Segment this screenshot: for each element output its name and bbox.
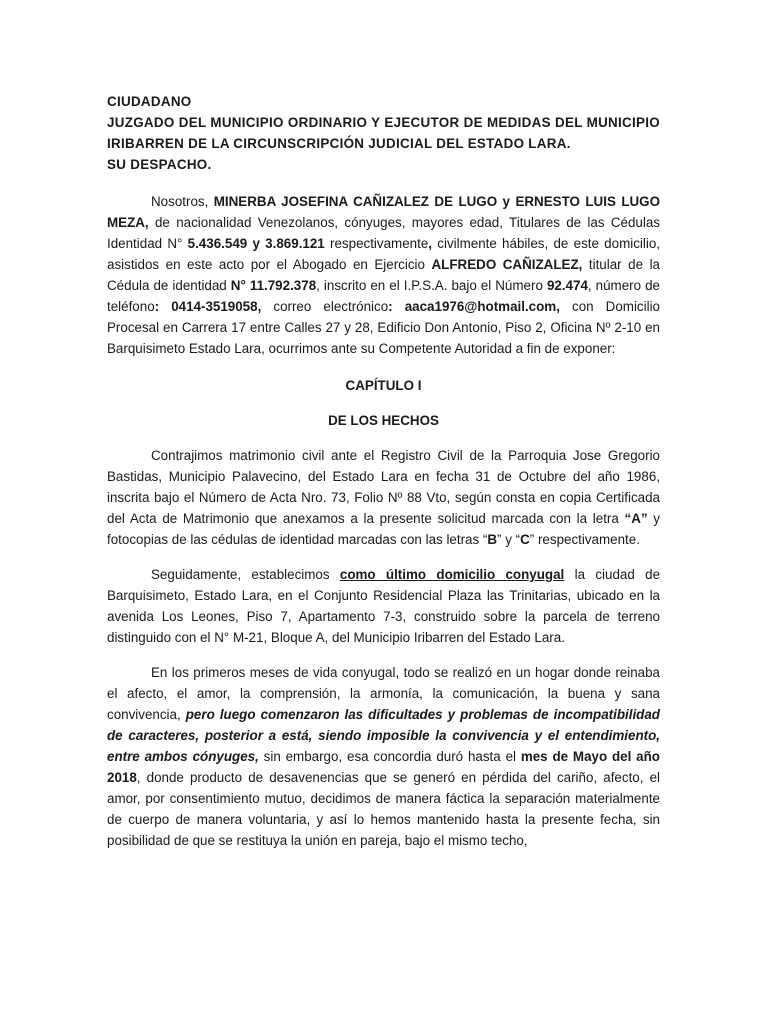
chapter-heading: CAPÍTULO I xyxy=(345,378,422,393)
text: la ciudad de Barquisimeto, Estado Lara, en el Conjunto Residencial Plaza las Trinitarias, ubicado en la avenida Los Leones, Piso 7, Apartamento 7-3, construido sobre la parcela de terreno distinguido con el N° M-21, Bloque A, del Municipio Iribarren del Estado Lara. xyxy=(107,567,661,645)
text: Nosotros, xyxy=(151,194,214,209)
text: sin embargo, esa concordia duró hasta el xyxy=(258,749,521,764)
annex-a: “A” xyxy=(624,511,648,526)
document-body xyxy=(107,91,660,851)
text: titular de la Cédula de identidad xyxy=(107,257,661,293)
text: civilmente hábiles, de este domicilio, asistidos en este acto por el Abogado en Ejercicio xyxy=(107,236,660,272)
domicile-phrase: como último domicilio conyugal xyxy=(339,567,565,582)
section-heading: DE LOS HECHOS xyxy=(328,413,439,428)
phone-number: : 0414-3519058, xyxy=(154,299,262,314)
text: Seguidamente, establecimos xyxy=(151,567,340,582)
text: , número de teléfono xyxy=(107,278,660,314)
text: de nacionalidad Venezolanos, cónyuges, mayores edad, Titulares de las Cédulas Identidad N° xyxy=(107,215,660,251)
emphasis-phrase: pero luego comenzaron las dificultades y problemas de incompatibilidad de caracteres, posterior a está, siendo imposible la convivencia y el entendimiento, entre ambos cónyuges, xyxy=(107,707,660,764)
text: respectivamente xyxy=(324,236,429,251)
header-line-ciudadano: CIUDADANO xyxy=(107,94,192,109)
text: ” y “ xyxy=(497,532,521,547)
addressee-header xyxy=(107,91,660,175)
text: , xyxy=(428,236,433,251)
text: correo electrónico xyxy=(261,299,389,314)
separation-date: mes de Mayo del año 2018 xyxy=(107,749,660,785)
paragraph-domicile xyxy=(107,564,660,648)
text: ” respectivamente. xyxy=(529,532,640,547)
text: En los primeros meses de vida conyugal, todo se realizó en un hogar donde reinaba el afecto, el amor, la comprensión, la armonía, la comunicación, la buena y sana convivencia, xyxy=(107,665,660,722)
text: Contrajimos matrimonio civil ante el Registro Civil de la Parroquia Jose Gregorio Bastidas, Municipio Palavecino, del Estado Lara en fecha 31 de Octubre del año 1986, inscrita bajo el Número de Acta Nro. 73, Folio Nº 88 Vto, según consta en copia Certificada del Acta de Matrimonio que anexamos a la presente solicitud marcada con la letra xyxy=(107,448,660,526)
text: , inscrito en el I.P.S.A. bajo el Número xyxy=(316,278,547,293)
header-line-juzgado: JUZGADO DEL MUNICIPIO ORDINARIO Y EJECUTOR DE MEDIDAS DEL MUNICIPIO IRIBARREN DE LA CIRCUNSCRIPCIÓN JUDICIAL DEL ESTADO LARA. xyxy=(107,115,660,151)
lawyer-id: N° 11.792.378 xyxy=(230,278,317,293)
paragraph-parties xyxy=(107,191,660,359)
lawyer-name: ALFREDO CAÑIZALEZ, xyxy=(431,257,583,272)
paragraph-separation xyxy=(107,662,660,851)
ipsa-number: 92.474 xyxy=(546,278,588,293)
annex-c: C xyxy=(520,532,530,547)
text: con Domicilio Procesal en Carrera 17 entre Calles 27 y 28, Edificio Don Antonio, Piso 2, Oficina Nº 2-10 en Barquisimeto Estado Lara, ocurrimos ante su Competente Autoridad a fin de exponer: xyxy=(107,299,660,356)
text: y fotocopias de las cédulas de identidad marcadas con las letras “ xyxy=(107,511,660,547)
annex-b: B xyxy=(487,532,498,547)
text: , donde producto de desavenencias que se generó en pérdida del cariño, afecto, el amor, por consentimiento mutuo, decidimos de manera fáctica la separación materialmente de cuerpo de manera voluntaria, y así lo hemos mantenido hasta la presente fecha, sin posibilidad de que se restituya la unión en pareja, bajo el mismo techo, xyxy=(107,770,660,848)
party-names: MINERBA JOSEFINA CAÑIZALEZ DE LUGO y ERNESTO LUIS LUGO MEZA, xyxy=(107,194,660,230)
email-address: : aaca1976@hotmail.com, xyxy=(388,299,560,314)
paragraph-marriage xyxy=(107,445,660,550)
header-line-despacho: SU DESPACHO. xyxy=(107,157,212,172)
id-number-2: y 3.869.121 xyxy=(252,236,325,251)
id-number-1: 5.436.549 xyxy=(187,236,248,251)
